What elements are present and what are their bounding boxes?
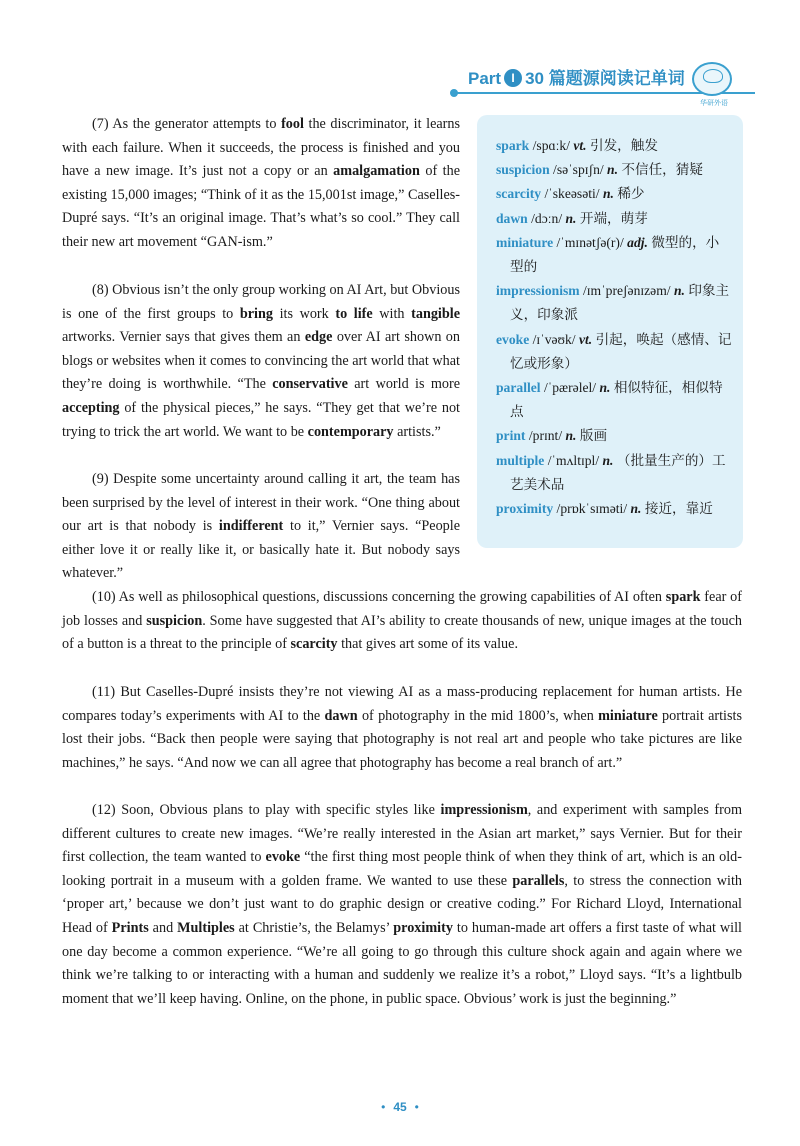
vocab-definition: 印象主义，印象派 — [510, 283, 730, 323]
vocab-ipa: /ˈmʌltɪpl/ — [544, 452, 603, 468]
vocab-pos: n. — [602, 186, 618, 202]
vocab-entry — [496, 207, 732, 231]
vocab-entry — [496, 134, 732, 158]
vocab-ipa: /ˈskeəsəti/ — [541, 186, 603, 202]
vocab-definition: （批量生产的）工艺美术品 — [510, 452, 726, 492]
vocab-definition: 不信任，猜疑 — [621, 162, 703, 178]
paragraph-9: (9) Despite some uncertainty around calling it art, the team has been surprised by the level of interest in their work. “One thing about our art is that nobody is indifferent to it,” Vernier says. “People either love it or really like it, or basically hate it. But nobody says whatever.” — [62, 471, 461, 582]
vocab-word: dawn — [496, 210, 528, 226]
vocab-definition: 版画 — [579, 428, 608, 444]
vocab-ipa: /ˈpærəlel/ — [540, 380, 600, 396]
paragraph-7: (7) As the generator attempts to fool the discriminator, it learns with each failure. When it succeeds, the process is finished and you have a new image. It’s just not a copy or an amalgamation of the existing 15,000 images; “Think of it as the 15,001st image,” Caselles-Dupré says. “It’s an original image. That’s what’s so cool.” They call their new art movement “GAN-ism.” — [62, 116, 460, 250]
book-title: 30 篇题源阅读记单词 — [525, 69, 685, 88]
vocab-definition: 引发，触发 — [589, 138, 658, 153]
vocab-entry — [496, 328, 732, 376]
vocab-entry — [496, 449, 732, 497]
vocab-entry — [496, 158, 732, 182]
vocab-pos: n. — [602, 452, 617, 468]
vocab-pos: n. — [630, 501, 645, 517]
paragraph-12: (12) Soon, Obvious plans to play with specific styles like impressionism, and experiment with samples from different cultures to create new images. “We’re really interested in the Asian art market,” says Vernier. But for their first collection, the team wanted to evoke “the first thing most people think of when they think of art, which is an old-looking portrait in a museum with a golden frame. We wanted to use these parallels, to stress the connection with ‘proper art,’ because we don’t just want to do graphic design or creative coding.” For Richard Lloyd, International Head of Prints and Multiples at Christie’s, the Belamys’ proximity to human-made art offers a first taste of what will one day become a common experience. “We’re all going to go through this culture shock again and again where we think we’re talking to or interacting with a human and suddenly we realize it’s a robot,” Lloyd says. “It’s a lightbulb moment that we’ll keep having. Online, on the phone, in public space. Obvious’ work is just the beginning.” — [62, 802, 743, 1007]
vocab-word: parallel — [496, 380, 541, 396]
vocab-definition: 相似特征，相似特点 — [510, 380, 723, 420]
paragraph-11: (11) But Caselles-Dupré insists they’re not viewing AI as a mass-producing replacement for human artists. He compares today’s experiments with AI to the dawn of photography in the mid 1800’s, when miniature portrait artists lost their jobs. “Back then people were saying that photography is not real art and people who take pictures are like machines,” he says. “And now we can all agree that photography has become a real branch of art.” — [62, 684, 742, 771]
part-label: Part — [468, 69, 502, 88]
vocab-word: miniature — [496, 234, 554, 250]
vocab-word: spark — [496, 138, 530, 153]
vocab-word: proximity — [496, 501, 554, 517]
header-title — [468, 64, 685, 89]
vocab-entry — [496, 424, 732, 448]
vocab-pos: n. — [565, 428, 580, 444]
vocab-entry — [496, 279, 732, 327]
vocab-word: multiple — [496, 452, 545, 468]
vocab-ipa: /ˈmɪnətʃə(r)/ — [553, 234, 628, 250]
page-footer — [0, 1100, 800, 1114]
vocabulary-list — [496, 134, 732, 521]
vocab-entry — [496, 497, 732, 521]
vocab-entry — [496, 182, 732, 206]
footer-dot-left: • — [381, 1100, 386, 1114]
vocab-ipa: /prɪnt/ — [525, 428, 566, 444]
footer-dot-right: • — [414, 1100, 419, 1114]
page-number: 45 — [393, 1100, 407, 1114]
publisher-logo-icon — [692, 62, 732, 107]
vocab-word: evoke — [496, 331, 530, 347]
vocab-ipa: /ɪmˈpreʃənɪzəm/ — [579, 283, 674, 299]
vocab-word: print — [496, 428, 526, 444]
vocab-definition: 微型的，小型的 — [510, 234, 720, 275]
vocab-pos: n. — [599, 380, 614, 396]
vocab-ipa: /prɒkˈsɪməti/ — [553, 501, 631, 517]
vocab-ipa: /dɔːn/ — [527, 210, 566, 226]
paragraph-10: (10) As well as philosophical questions, discussions concerning the growing capabilities of AI often spark fear of job losses and suspicion. Some have suggested that AI’s ability to create thousands of new, unique images at the touch of a button is a threat to the principle of scarcity that gives art some of its value. — [62, 589, 742, 653]
vocab-word: suspicion — [496, 162, 550, 178]
page-header — [0, 60, 800, 107]
vocab-definition: 开端，萌芽 — [579, 210, 648, 226]
vocab-pos: vt. — [573, 138, 590, 153]
vocab-word: impressionism — [496, 283, 580, 299]
vocab-definition: 接近，靠近 — [644, 501, 713, 517]
vocab-entry — [496, 231, 732, 279]
publisher-logo-text: 华研外语 — [700, 99, 728, 107]
vocab-ipa: /səˈspɪʃn/ — [549, 162, 608, 178]
vocab-pos: n. — [565, 210, 580, 226]
vocab-word: scarcity — [496, 186, 542, 202]
vocab-ipa: /ɪˈvəʊk/ — [529, 331, 579, 347]
vocab-definition: 引起，唤起（感情、记忆或形象） — [510, 331, 732, 371]
vocab-pos: adj. — [627, 234, 652, 250]
vocab-pos: n. — [673, 283, 689, 299]
vocab-pos: vt. — [578, 331, 596, 347]
vocab-entry — [496, 376, 732, 424]
vocab-pos: n. — [607, 162, 622, 178]
paragraph-8: (8) Obvious isn’t the only group working on AI Art, but Obvious is one of the first groups to bring its work to life with tangible artworks. Vernier says that gives them an edge over AI art shown on blogs or websites when it comes to convincing the art world that what they’re doing is worthwhile. “The conservative art world is more accepting of the physical pieces,” he says. “They get that we’re not trying to trick the art world. We want to be contemporary artists.” — [62, 282, 460, 440]
part-number-badge: I — [504, 69, 522, 87]
vocab-ipa: /spɑːk/ — [529, 138, 574, 153]
vocab-definition: 稀少 — [617, 186, 645, 202]
header-rule-dot — [450, 89, 458, 97]
